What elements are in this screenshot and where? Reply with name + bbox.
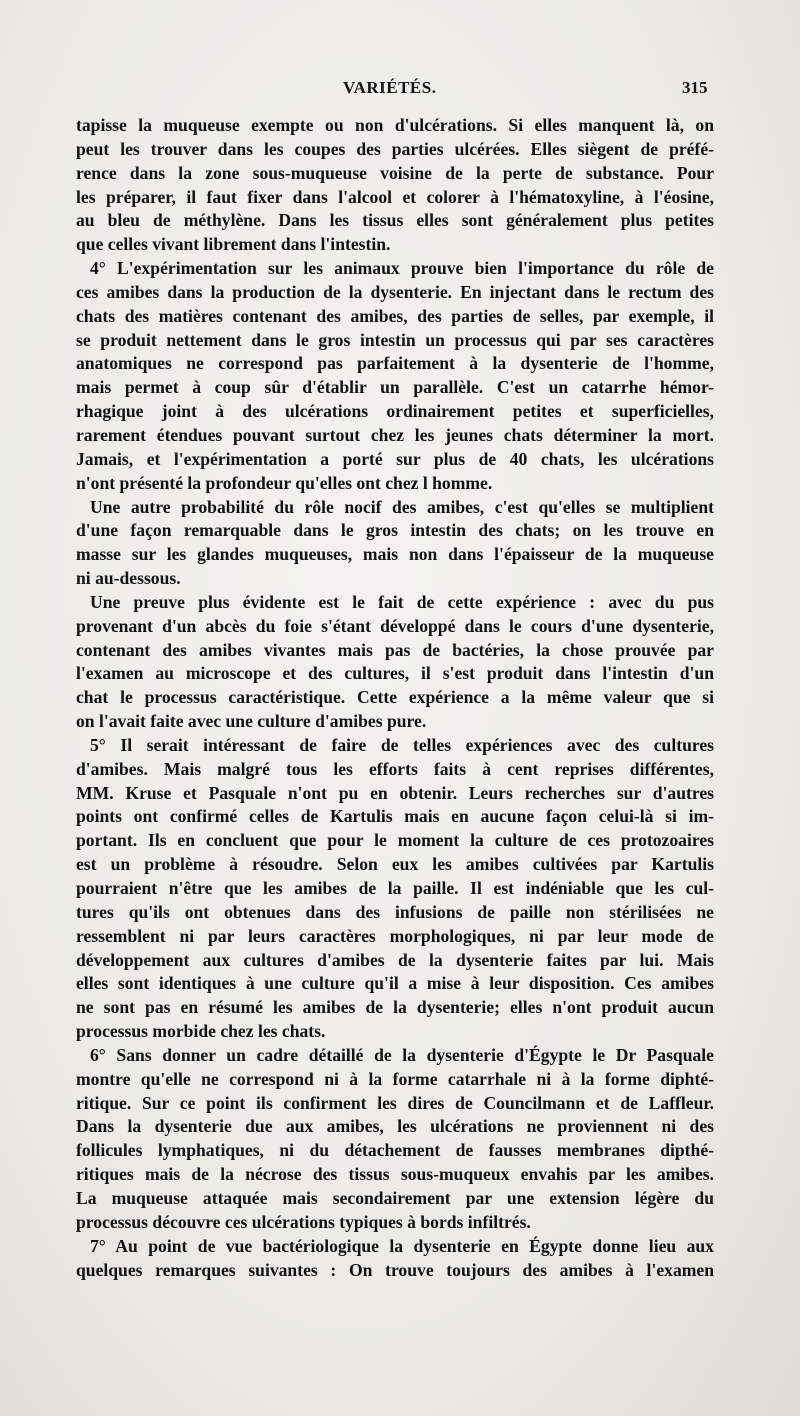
text-line: 5° Il serait intéressant de faire de telles expériences avec des cultures: [90, 734, 714, 755]
text-line: ces amibes dans la production de la dysenterie. En injectant dans le rectum des: [76, 281, 714, 302]
text-line: chat le processus caractéristique. Cette expérience a la même valeur que si: [76, 687, 714, 708]
text-line: Une autre probabilité du rôle nocif des amibes, c'est qu'elles se multiplient: [90, 496, 714, 517]
text-line: rarement étendues pouvant surtout chez les jeunes chats déterminer la mort.: [76, 424, 714, 445]
text-line: peut les trouver dans les coupes des parties ulcérées. Elles siègent de préfé-: [76, 138, 714, 159]
text-line: mais permet à coup sûr d'établir un parallèle. C'est un catarrhe hémor-: [76, 377, 714, 398]
text-line: anatomiques ne correspond pas parfaitement à la dysenterie de l'homme,: [76, 353, 714, 374]
text-line: tures qu'ils ont obtenues dans des infusions de paille non stérilisées ne: [76, 901, 714, 922]
text-line: développement aux cultures d'amibes de la dysenterie faites par lui. Mais: [76, 949, 714, 970]
text-line: rence dans la zone sous-muqueuse voisine de la perte de substance. Pour: [76, 162, 714, 183]
page-number: 315: [682, 78, 708, 97]
running-title: VARIÉTÉS.: [343, 78, 437, 97]
text-line: d'une façon remarquable dans le gros intestin des chats; on les trouve en: [76, 520, 714, 541]
text-line: 7° Au point de vue bactériologique la dysenterie en Égypte donne lieu aux: [90, 1235, 714, 1256]
text-line: processus morbide chez les chats.: [76, 1021, 326, 1042]
text-line: ritiques mais de la nécrose des tissus sous-muqueux envahis par les amibes.: [76, 1164, 714, 1185]
text-line: masse sur les glandes muqueuses, mais non dans l'épaisseur de la muqueuse: [76, 544, 714, 565]
text-line: follicules lymphatiques, ni du détachement de fausses membranes dipthé-: [76, 1140, 714, 1161]
text-line: Dans la dysenterie due aux amibes, les ulcérations ne proviennent ni des: [76, 1116, 714, 1137]
text-line: contenant des amibes vivantes mais pas de bactéries, la chose prouvée par: [76, 639, 714, 660]
text-line: 6° Sans donner un cadre détaillé de la dysenterie d'Égypte le Dr Pasquale: [90, 1044, 714, 1065]
text-line: rhagique joint à des ulcérations ordinairement petites et superficielles,: [76, 401, 714, 422]
text-line: points ont confirmé celles de Kartulis mais en aucune façon celui-là si im-: [76, 806, 714, 827]
body-text: [76, 114, 714, 1282]
text-line: ne sont pas en résumé les amibes de la dysenterie; elles n'ont produit aucun: [76, 997, 714, 1018]
text-line: ni au-dessous.: [76, 568, 181, 589]
text-line: pourraient n'être que les amibes de la paille. Il est indéniable que les cul-: [76, 878, 714, 898]
text-line: n'ont présenté la profondeur qu'elles ont chez l homme.: [76, 472, 493, 493]
text-line: montre qu'elle ne correspond ni à la forme catarrhale ni à la forme diphté-: [76, 1068, 714, 1089]
text-line: les préparer, il faut fixer dans l'alcool et colorer à l'hématoxyline, à l'éosine,: [76, 186, 714, 207]
text-line: que celles vivant librement dans l'intestin.: [76, 234, 391, 255]
text-line: on l'avait faite avec une culture d'amibes pure.: [76, 711, 427, 732]
text-line: La muqueuse attaquée mais secondairement par une extension légère du: [76, 1187, 714, 1208]
text-line: elles sont identiques à une culture qu'il a mise à leur disposition. Ces amibes: [76, 973, 714, 994]
text-line: MM. Kruse et Pasquale n'ont pu en obtenir. Leurs recherches sur d'autres: [76, 782, 714, 803]
text-line: Une preuve plus évidente est le fait de cette expérience : avec du pus: [90, 591, 714, 612]
text-line: portant. Ils en concluent que pour le moment la culture de ces protozoaires: [76, 830, 714, 851]
text-line: ressemblent ni par leurs caractères morphologiques, ni par leur mode de: [76, 925, 714, 946]
text-line: quelques remarques suivantes : On trouve toujours des amibes à l'examen: [76, 1259, 714, 1280]
text-line: provenant d'un abcès du foie s'étant développé dans le cours d'une dysenterie,: [76, 615, 714, 636]
text-line: au bleu de méthylène. Dans les tissus elles sont généralement plus petites: [76, 210, 714, 231]
text-line: tapisse la muqueuse exempte ou non d'ulcérations. Si elles manquent là, on: [76, 115, 714, 135]
text-line: ritique. Sur ce point ils confirment les dires de Councilmann et de Laffleur.: [76, 1092, 714, 1113]
text-line: est un problème à résoudre. Selon eux les amibes cultivées par Kartulis: [76, 854, 714, 875]
text-line: processus découvre ces ulcérations typiques à bords infiltrés.: [76, 1211, 531, 1232]
text-line: se produit nettement dans le gros intestin un processus qui par ses caractères: [76, 329, 714, 350]
page-header: [0, 78, 800, 102]
text-line: chats des matières contenant des amibes, des parties de selles, par exemple, il: [76, 305, 714, 326]
text-line: l'examen au microscope et des cultures, il s'est produit dans l'intestin d'un: [76, 663, 714, 684]
text-line: 4° L'expérimentation sur les animaux prouve bien l'importance du rôle de: [90, 258, 714, 279]
text-line: Jamais, et l'expérimentation a porté sur plus de 40 chats, les ulcérations: [76, 448, 714, 469]
text-line: d'amibes. Mais malgré tous les efforts faits à cent reprises différentes,: [76, 758, 714, 779]
